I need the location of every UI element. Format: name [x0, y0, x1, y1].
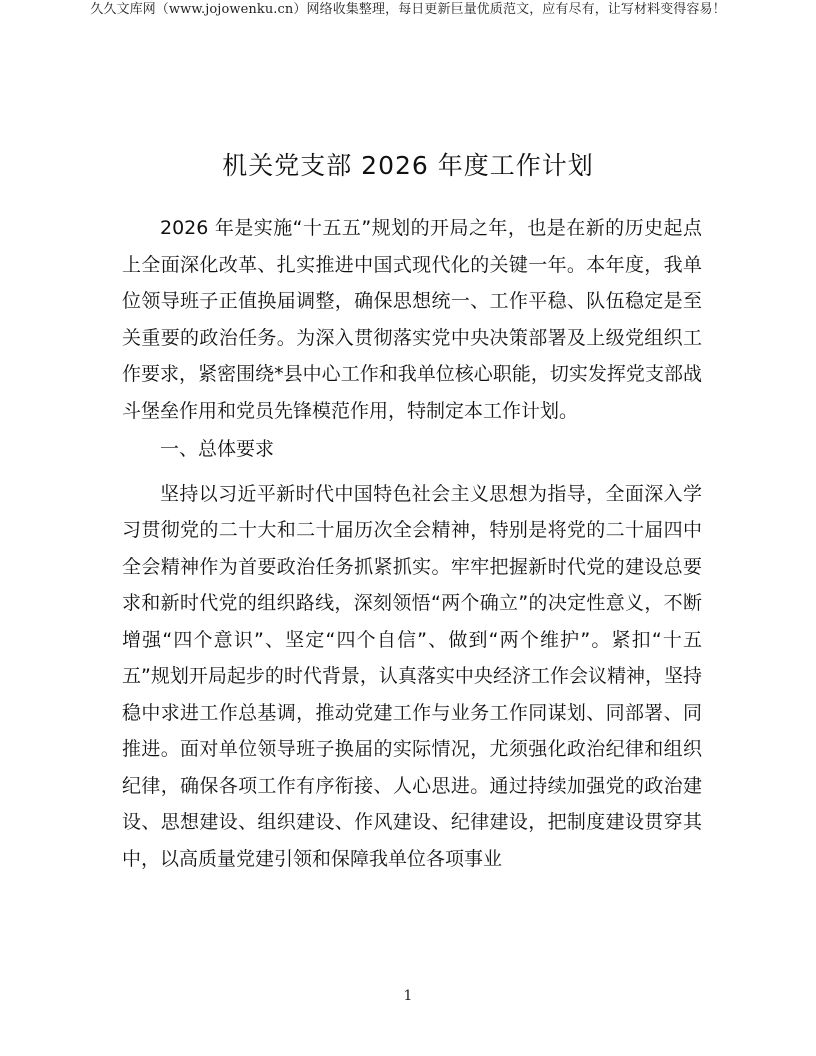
- document-body: [122, 210, 702, 877]
- section-paragraph: 坚持以习近平新时代中国特色社会主义思想为指导，全面深入学习贯彻党的二十大和二十届历次全会精神，特别是将党的二十届四中全会精神作为首要政治任务抓紧抓实。牢牢把握新时代党的建设总要求和新时代党的组织路线，深刻领悟“两个确立”的决定性意义，不断增强“四个意识”、坚定“四个自信”、做到“两个维护”。紧扣“十五五”规划开局起步的时代背景，认真落实中央经济工作会议精神，坚持稳中求进工作总基调，推动党建工作与业务工作同谋划、同部署、同推进。面对单位领导班子换届的实际情况，尤须强化政治纪律和组织纪律，确保各项工作有序衔接、人心思进。通过持续加强党的政治建设、思想建设、组织建设、作风建设、纪律建设，把制度建设贯穿其中，以高质量党建引领和保障我单位各项事业: [122, 482, 702, 870]
- intro-paragraph: 2026 年是实施“十五五”规划的开局之年，也是在新的历史起点上全面深化改革、扎实推进中国式现代化的关键一年。本年度，我单位领导班子正值换届调整，确保思想统一、工作平稳、队伍稳定是至关重要的政治任务。为深入贯彻落实党中央决策部署及上级党组织工作要求，紧密围绕*县中心工作和我单位核心职能，切实发挥党支部战斗堡垒作用和党员先锋模范作用，特制定本工作计划。: [122, 217, 702, 422]
- document-title: 机关党支部 2026 年度工作计划: [222, 151, 594, 180]
- section-heading: 一、总体要求: [160, 438, 275, 460]
- watermark-header: 久久文库网（www.jojowenku.cn）网络收集整理，每日更新巨量优质范文，应有尽有，让写材料变得容易！: [90, 2, 726, 17]
- page-number: 1: [403, 988, 413, 1004]
